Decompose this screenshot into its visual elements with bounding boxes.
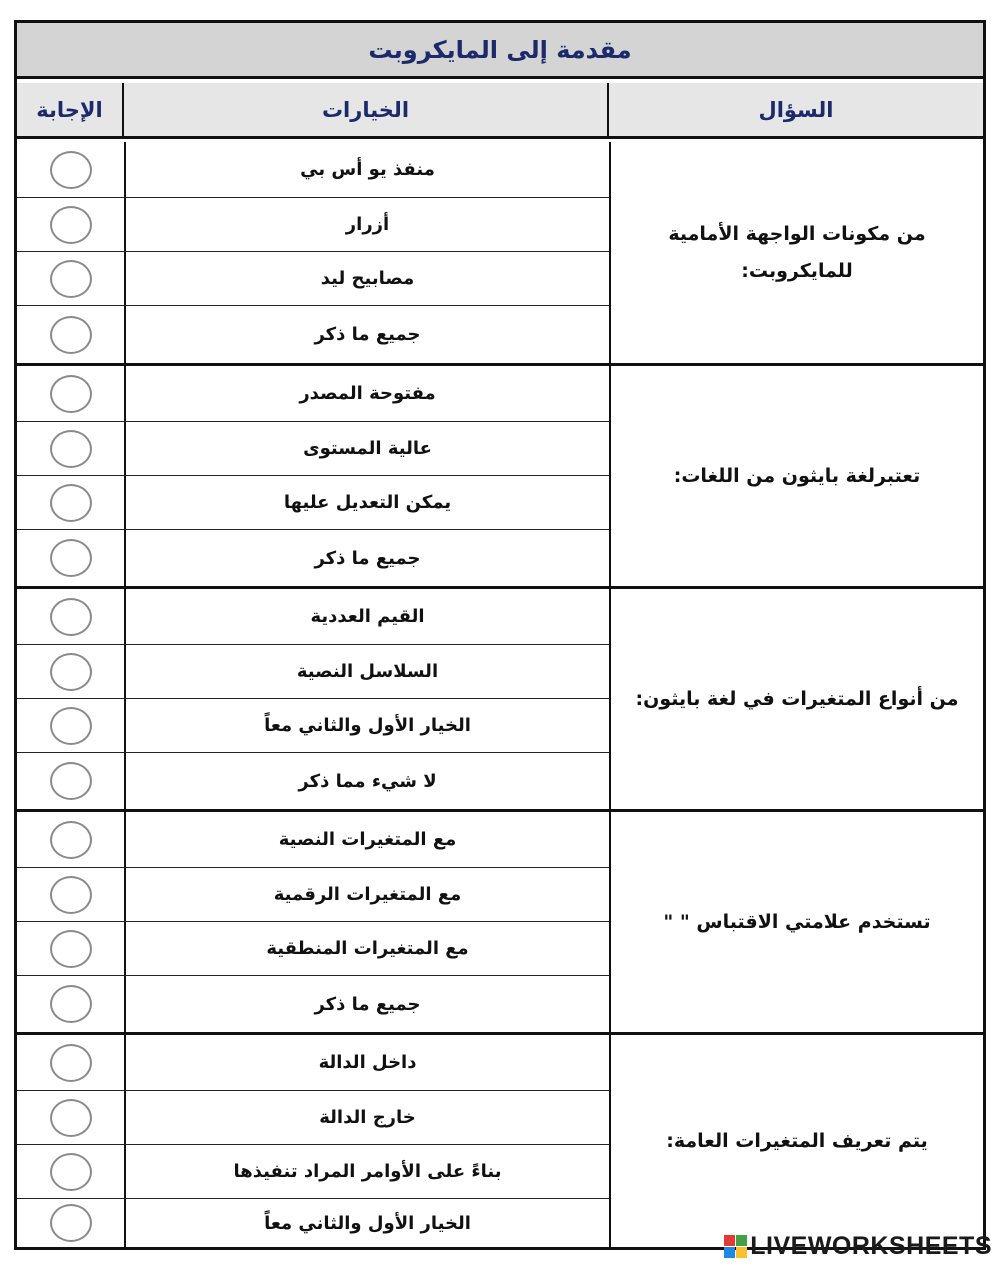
option-label: يمكن التعديل عليها [124,476,609,529]
liveworksheets-brand [724,1232,992,1261]
option-label: السلاسل النصية [124,645,609,698]
option-label: مع المتغيرات الرقمية [124,868,609,921]
answer-radio-circle[interactable] [50,930,92,968]
question-group [17,1035,983,1247]
answer-cell [17,422,124,475]
logo-square-red [724,1235,735,1246]
table-header-row [17,83,983,139]
option-row [17,421,609,475]
worksheet-table [14,20,986,1250]
option-label: لا شيء مما ذكر [124,753,609,809]
answer-cell [17,589,124,644]
option-row [17,305,609,363]
answer-radio-circle[interactable] [50,1099,92,1137]
answer-cell [17,976,124,1032]
option-row [17,1144,609,1198]
option-row [17,366,609,421]
logo-square-blue [724,1247,735,1258]
answer-cell [17,1035,124,1090]
option-label: منفذ يو أس بي [124,142,609,197]
option-label: بناءً على الأوامر المراد تنفيذها [124,1145,609,1198]
question-group [17,142,983,366]
answer-radio-circle[interactable] [50,206,92,244]
option-row [17,867,609,921]
option-row [17,529,609,586]
answer-radio-circle[interactable] [50,876,92,914]
answer-cell [17,1199,124,1247]
answer-radio-circle[interactable] [50,985,92,1023]
option-label: مع المتغيرات النصية [124,812,609,867]
answer-radio-circle[interactable] [50,653,92,691]
answer-cell [17,252,124,305]
answer-radio-circle[interactable] [50,151,92,189]
answer-cell [17,1145,124,1198]
answer-radio-circle[interactable] [50,821,92,859]
answer-radio-circle[interactable] [50,1044,92,1082]
answer-cell [17,645,124,698]
answer-radio-circle[interactable] [50,430,92,468]
answer-cell [17,476,124,529]
answer-radio-circle[interactable] [50,260,92,298]
liveworksheets-logo-icon [724,1235,747,1258]
answer-radio-circle[interactable] [50,1153,92,1191]
option-row [17,142,609,197]
option-row [17,589,609,644]
option-row [17,644,609,698]
option-row [17,1198,609,1247]
option-label: جميع ما ذكر [124,976,609,1032]
option-row [17,975,609,1032]
option-row [17,1090,609,1144]
answer-cell [17,142,124,197]
answer-cell [17,812,124,867]
option-label: مع المتغيرات المنطقية [124,922,609,975]
answer-cell [17,530,124,586]
option-row [17,475,609,529]
question-group [17,589,983,812]
brand-text: LIVEWORKSHEETS [750,1232,992,1260]
answer-cell [17,868,124,921]
option-row [17,921,609,975]
option-label: داخل الدالة [124,1035,609,1090]
answer-radio-circle[interactable] [50,707,92,745]
question-text: تعتبرلغة بايثون من اللغات: [609,366,983,586]
option-label: القيم العددية [124,589,609,644]
option-label: مفتوحة المصدر [124,366,609,421]
header-question: السؤال [758,97,834,122]
answer-cell [17,699,124,752]
question-text: تستخدم علامتي الاقتباس " " [609,812,983,1032]
option-row [17,812,609,867]
answer-radio-circle[interactable] [50,316,92,354]
question-text: من مكونات الواجهة الأمامية للمايكروبت: [609,142,983,363]
option-label: عالية المستوى [124,422,609,475]
header-answer: الإجابة [17,83,124,136]
option-label: مصابيح ليد [124,252,609,305]
answer-radio-circle[interactable] [50,484,92,522]
option-row [17,1035,609,1090]
answer-cell [17,366,124,421]
worksheet-title: مقدمة إلى المايكروبت [17,23,983,79]
question-text: من أنواع المتغيرات في لغة بايثون: [609,589,983,809]
option-row [17,752,609,809]
header-options: الخيارات [124,83,609,136]
answer-cell [17,306,124,363]
option-row [17,698,609,752]
option-label: الخيار الأول والثاني معاً [124,699,609,752]
answer-radio-circle[interactable] [50,375,92,413]
option-label: خارج الدالة [124,1091,609,1144]
answer-radio-circle[interactable] [50,1204,92,1242]
question-group [17,366,983,589]
option-row [17,251,609,305]
question-group [17,812,983,1035]
answer-radio-circle[interactable] [50,598,92,636]
question-text: يتم تعريف المتغيرات العامة: [609,1035,983,1247]
answer-cell [17,753,124,809]
option-label: جميع ما ذكر [124,306,609,363]
logo-square-yellow [736,1247,747,1258]
option-row [17,197,609,251]
answer-radio-circle[interactable] [50,762,92,800]
answer-radio-circle[interactable] [50,539,92,577]
answer-cell [17,198,124,251]
option-label: جميع ما ذكر [124,530,609,586]
answer-cell [17,1091,124,1144]
option-label: الخيار الأول والثاني معاً [124,1199,609,1247]
logo-square-green [736,1235,747,1246]
answer-cell [17,922,124,975]
option-label: أزرار [124,198,609,251]
